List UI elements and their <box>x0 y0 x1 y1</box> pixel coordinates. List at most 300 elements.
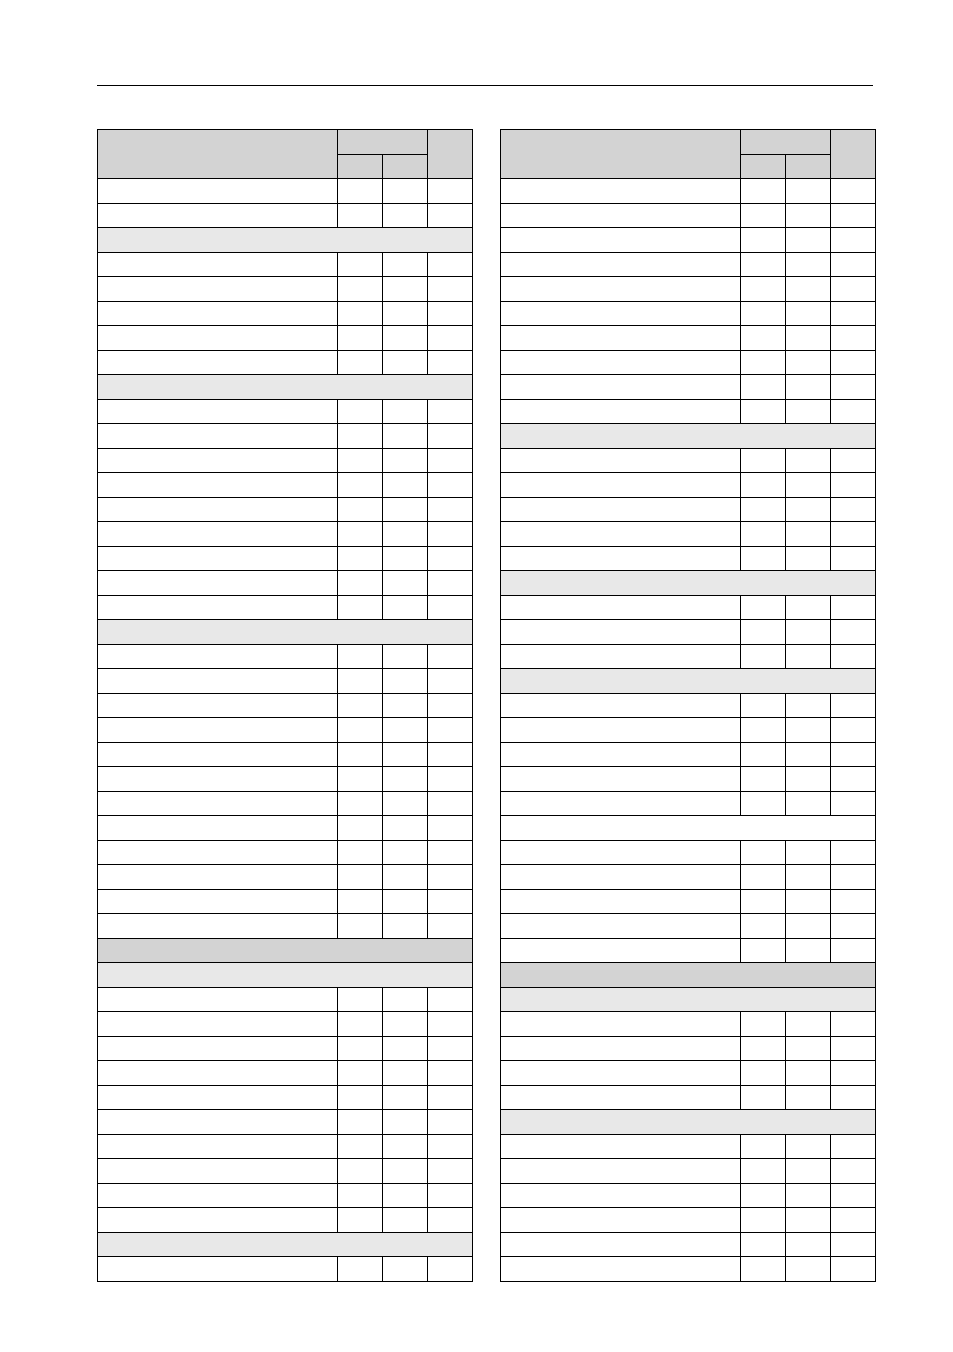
table-cell <box>831 938 876 963</box>
table-row <box>98 1183 473 1208</box>
table-cell <box>428 644 473 669</box>
table-cell <box>831 1085 876 1110</box>
table-cell <box>98 1110 338 1135</box>
table-cell <box>741 620 786 645</box>
table-row <box>98 1085 473 1110</box>
table-cell <box>338 522 383 547</box>
table-row <box>501 203 876 228</box>
table-cell <box>501 277 741 302</box>
left-header-group <box>338 130 428 155</box>
table-cell <box>741 1232 786 1257</box>
table-cell <box>831 546 876 571</box>
table-cell <box>501 375 741 400</box>
table-row <box>98 1036 473 1061</box>
table-cell <box>831 203 876 228</box>
table-cell <box>786 497 831 522</box>
table-cell <box>338 1085 383 1110</box>
table-cell <box>338 399 383 424</box>
table-cell <box>786 865 831 890</box>
table-cell <box>786 840 831 865</box>
table-cell <box>383 522 428 547</box>
table-row <box>98 1257 473 1282</box>
section-heading <box>501 987 876 1012</box>
table-cell <box>501 718 741 743</box>
right-header-name <box>501 130 741 179</box>
section-heading <box>501 1110 876 1135</box>
table-cell <box>428 767 473 792</box>
table-cell <box>338 742 383 767</box>
table-cell <box>501 620 741 645</box>
table-cell <box>786 742 831 767</box>
table-row <box>501 473 876 498</box>
table-row <box>501 644 876 669</box>
table-cell <box>383 399 428 424</box>
table-cell <box>831 791 876 816</box>
table-cell <box>383 1085 428 1110</box>
table-cell <box>786 179 831 204</box>
table-cell <box>741 644 786 669</box>
table-cell <box>338 865 383 890</box>
section-header-row <box>501 571 876 596</box>
table-row <box>501 1257 876 1282</box>
table-row <box>501 742 876 767</box>
table-cell <box>831 228 876 253</box>
table-cell <box>428 424 473 449</box>
table-cell <box>831 179 876 204</box>
table-cell <box>338 987 383 1012</box>
table-row <box>501 791 876 816</box>
table-row <box>98 840 473 865</box>
table-row <box>501 1159 876 1184</box>
table-cell <box>428 448 473 473</box>
table-cell <box>98 1012 338 1037</box>
table-cell <box>831 375 876 400</box>
table-cell <box>831 277 876 302</box>
table-row <box>98 473 473 498</box>
table-cell <box>383 1159 428 1184</box>
table-cell <box>786 914 831 939</box>
table-cell <box>338 179 383 204</box>
table-cell <box>831 301 876 326</box>
section-header-row <box>98 620 473 645</box>
table-cell <box>501 522 741 547</box>
table-cell <box>383 350 428 375</box>
table-cell <box>831 1134 876 1159</box>
table-cell <box>98 1085 338 1110</box>
table-cell <box>98 595 338 620</box>
table-cell <box>383 252 428 277</box>
table-cell <box>831 252 876 277</box>
table-cell <box>383 1110 428 1135</box>
table-cell <box>786 718 831 743</box>
table-cell <box>786 1061 831 1086</box>
section-heading <box>98 963 473 988</box>
table-cell <box>831 350 876 375</box>
table-row <box>501 375 876 400</box>
table-cell <box>786 1036 831 1061</box>
table-cell <box>831 1183 876 1208</box>
table-cell <box>786 767 831 792</box>
table-cell <box>741 693 786 718</box>
table-cell <box>338 277 383 302</box>
table-cell <box>831 767 876 792</box>
section-header-row <box>98 963 473 988</box>
table-cell <box>98 644 338 669</box>
table-cell <box>741 1208 786 1233</box>
table-cell <box>338 718 383 743</box>
table-cell <box>831 1208 876 1233</box>
table-cell <box>98 914 338 939</box>
table-cell <box>786 252 831 277</box>
table-cell <box>338 350 383 375</box>
table-row <box>98 326 473 351</box>
table-cell <box>501 1257 741 1282</box>
table-row <box>98 742 473 767</box>
table-cell <box>428 840 473 865</box>
left-table <box>97 129 473 1282</box>
table-row <box>501 767 876 792</box>
table-cell <box>98 350 338 375</box>
table-cell <box>741 522 786 547</box>
table-cell <box>786 620 831 645</box>
table-cell <box>786 1085 831 1110</box>
table-cell <box>501 791 741 816</box>
table-cell <box>338 571 383 596</box>
table-cell <box>741 1085 786 1110</box>
table-cell <box>501 448 741 473</box>
table-cell <box>338 326 383 351</box>
table-cell <box>98 277 338 302</box>
table-cell <box>428 522 473 547</box>
table-cell <box>501 350 741 375</box>
table-row <box>98 644 473 669</box>
table-cell <box>501 742 741 767</box>
table-cell <box>831 889 876 914</box>
table-cell <box>338 644 383 669</box>
table-cell <box>501 203 741 228</box>
table-cell <box>383 497 428 522</box>
table-cell <box>831 448 876 473</box>
table-row <box>98 718 473 743</box>
table-cell <box>98 326 338 351</box>
table-cell <box>98 987 338 1012</box>
section-heading <box>98 228 473 253</box>
section-heading <box>98 375 473 400</box>
table-row <box>98 914 473 939</box>
table-cell <box>383 1036 428 1061</box>
section-header-row <box>501 669 876 694</box>
table-row <box>98 595 473 620</box>
table-cell <box>338 1159 383 1184</box>
table-cell <box>383 473 428 498</box>
table-cell <box>741 1257 786 1282</box>
table-cell <box>98 1257 338 1282</box>
table-cell <box>428 546 473 571</box>
table-cell <box>383 546 428 571</box>
table-cell <box>831 742 876 767</box>
left-subheader-a <box>338 154 383 179</box>
table-cell <box>98 816 338 841</box>
table-cell <box>428 473 473 498</box>
table-cell <box>383 1012 428 1037</box>
table-cell <box>383 571 428 596</box>
table-cell <box>741 1036 786 1061</box>
table-cell <box>831 473 876 498</box>
table-cell <box>501 326 741 351</box>
table-cell <box>428 326 473 351</box>
table-cell <box>501 644 741 669</box>
table-cell <box>383 865 428 890</box>
table-cell <box>501 497 741 522</box>
table-cell <box>501 840 741 865</box>
table-row <box>501 448 876 473</box>
table-cell <box>786 1012 831 1037</box>
table-cell <box>428 1208 473 1233</box>
table-row <box>501 399 876 424</box>
table-cell <box>831 1012 876 1037</box>
table-cell <box>831 914 876 939</box>
table-cell <box>786 1183 831 1208</box>
table-row <box>98 203 473 228</box>
table-cell <box>383 301 428 326</box>
table-row <box>501 497 876 522</box>
table-cell <box>786 326 831 351</box>
table-row <box>501 1208 876 1233</box>
table-cell <box>741 497 786 522</box>
section-header-row <box>501 424 876 449</box>
table-cell <box>383 1208 428 1233</box>
table-cell <box>501 1183 741 1208</box>
table-cell <box>98 252 338 277</box>
table-cell <box>786 203 831 228</box>
table-row <box>501 1085 876 1110</box>
table-cell <box>741 767 786 792</box>
table-cell <box>98 840 338 865</box>
table-cell <box>741 791 786 816</box>
table-cell <box>338 1012 383 1037</box>
table-cell <box>741 938 786 963</box>
table-cell <box>741 889 786 914</box>
table-row <box>501 620 876 645</box>
table-cell <box>501 228 741 253</box>
right-header-group <box>741 130 831 155</box>
table-cell <box>338 816 383 841</box>
table-cell <box>501 767 741 792</box>
table-cell <box>501 914 741 939</box>
table-cell <box>501 1232 741 1257</box>
table-cell <box>338 1134 383 1159</box>
table-cell <box>428 742 473 767</box>
table-cell <box>383 179 428 204</box>
table-cell <box>98 522 338 547</box>
table-cell <box>338 1257 383 1282</box>
table-cell <box>98 448 338 473</box>
table-cell <box>786 546 831 571</box>
table-cell <box>428 179 473 204</box>
table-cell <box>786 522 831 547</box>
table-cell <box>786 595 831 620</box>
table-row <box>501 1232 876 1257</box>
left-header-name <box>98 130 338 179</box>
table-cell <box>786 693 831 718</box>
table-row <box>98 1159 473 1184</box>
table-cell <box>338 1208 383 1233</box>
table-cell <box>786 938 831 963</box>
table-cell <box>428 350 473 375</box>
table-row <box>98 987 473 1012</box>
table-cell <box>501 1159 741 1184</box>
table-cell <box>428 1036 473 1061</box>
table-cell <box>786 1232 831 1257</box>
table-cell <box>501 938 741 963</box>
table-cell <box>383 742 428 767</box>
right-subheader-b <box>786 154 831 179</box>
left-header-last <box>428 130 473 179</box>
table-cell <box>383 1134 428 1159</box>
table-cell <box>741 203 786 228</box>
table-cell <box>501 1134 741 1159</box>
table-cell <box>338 1061 383 1086</box>
table-cell <box>501 865 741 890</box>
table-cell <box>786 1208 831 1233</box>
table-cell <box>428 865 473 890</box>
table-cell <box>428 497 473 522</box>
table-row <box>501 1134 876 1159</box>
table-cell <box>741 865 786 890</box>
table-cell <box>428 791 473 816</box>
table-cell <box>383 669 428 694</box>
table-cell <box>428 301 473 326</box>
table-cell <box>831 1061 876 1086</box>
table-cell <box>338 1110 383 1135</box>
table-cell <box>786 473 831 498</box>
section-header-row <box>98 375 473 400</box>
table-cell <box>383 1183 428 1208</box>
table-cell <box>98 203 338 228</box>
table-cell <box>786 448 831 473</box>
table-cell <box>428 203 473 228</box>
table-cell <box>831 620 876 645</box>
table-cell <box>501 1012 741 1037</box>
table-cell <box>831 497 876 522</box>
table-cell <box>428 816 473 841</box>
spanning-cell <box>501 816 876 841</box>
table-cell <box>786 791 831 816</box>
table-cell <box>428 693 473 718</box>
table-cell <box>501 1061 741 1086</box>
table-cell <box>383 595 428 620</box>
table-cell <box>501 252 741 277</box>
table-cell <box>428 1183 473 1208</box>
table-row <box>98 693 473 718</box>
table-cell <box>786 228 831 253</box>
table-cell <box>831 326 876 351</box>
table-cell <box>831 1159 876 1184</box>
table-cell <box>338 252 383 277</box>
table-cell <box>741 326 786 351</box>
table-row <box>501 889 876 914</box>
table-cell <box>98 1061 338 1086</box>
table-row <box>98 350 473 375</box>
group-heading <box>501 963 876 988</box>
table-cell <box>98 1159 338 1184</box>
table-cell <box>831 865 876 890</box>
table-row <box>501 914 876 939</box>
table-cell <box>831 840 876 865</box>
table-row <box>98 277 473 302</box>
table-row <box>98 399 473 424</box>
table-cell <box>98 767 338 792</box>
table-row <box>98 669 473 694</box>
table-cell <box>383 326 428 351</box>
right-header-last <box>831 130 876 179</box>
table-row <box>98 865 473 890</box>
table-cell <box>98 399 338 424</box>
table-row <box>98 448 473 473</box>
table-cell <box>338 448 383 473</box>
table-cell <box>338 914 383 939</box>
table-row <box>501 350 876 375</box>
table-cell <box>786 644 831 669</box>
table-cell <box>338 840 383 865</box>
section-heading <box>98 620 473 645</box>
table-cell <box>98 791 338 816</box>
table-cell <box>786 399 831 424</box>
table-cell <box>98 865 338 890</box>
table-cell <box>741 1183 786 1208</box>
table-cell <box>501 546 741 571</box>
table-cell <box>786 301 831 326</box>
table-row <box>98 889 473 914</box>
table-cell <box>501 1036 741 1061</box>
table-cell <box>786 1159 831 1184</box>
table-cell <box>428 889 473 914</box>
table-cell <box>383 424 428 449</box>
table-cell <box>741 742 786 767</box>
table-cell <box>741 350 786 375</box>
table-cell <box>383 644 428 669</box>
table-cell <box>741 252 786 277</box>
table-cell <box>501 179 741 204</box>
table-cell <box>98 1208 338 1233</box>
section-header-row <box>98 938 473 963</box>
table-cell <box>831 1036 876 1061</box>
group-heading <box>98 938 473 963</box>
table-cell <box>501 301 741 326</box>
table-cell <box>383 816 428 841</box>
table-cell <box>741 546 786 571</box>
table-cell <box>786 1257 831 1282</box>
table-cell <box>428 1085 473 1110</box>
table-cell <box>383 840 428 865</box>
table-row <box>98 1061 473 1086</box>
table-cell <box>338 203 383 228</box>
table-cell <box>786 375 831 400</box>
table-cell <box>383 718 428 743</box>
table-cell <box>338 1183 383 1208</box>
table-row <box>98 424 473 449</box>
table-cell <box>98 693 338 718</box>
table-cell <box>383 277 428 302</box>
left-table-body <box>98 130 473 1282</box>
table-cell <box>501 1085 741 1110</box>
table-row <box>501 522 876 547</box>
table-row <box>501 595 876 620</box>
table-cell <box>741 1159 786 1184</box>
table-cell <box>98 742 338 767</box>
table-cell <box>786 889 831 914</box>
section-header-row <box>501 987 876 1012</box>
